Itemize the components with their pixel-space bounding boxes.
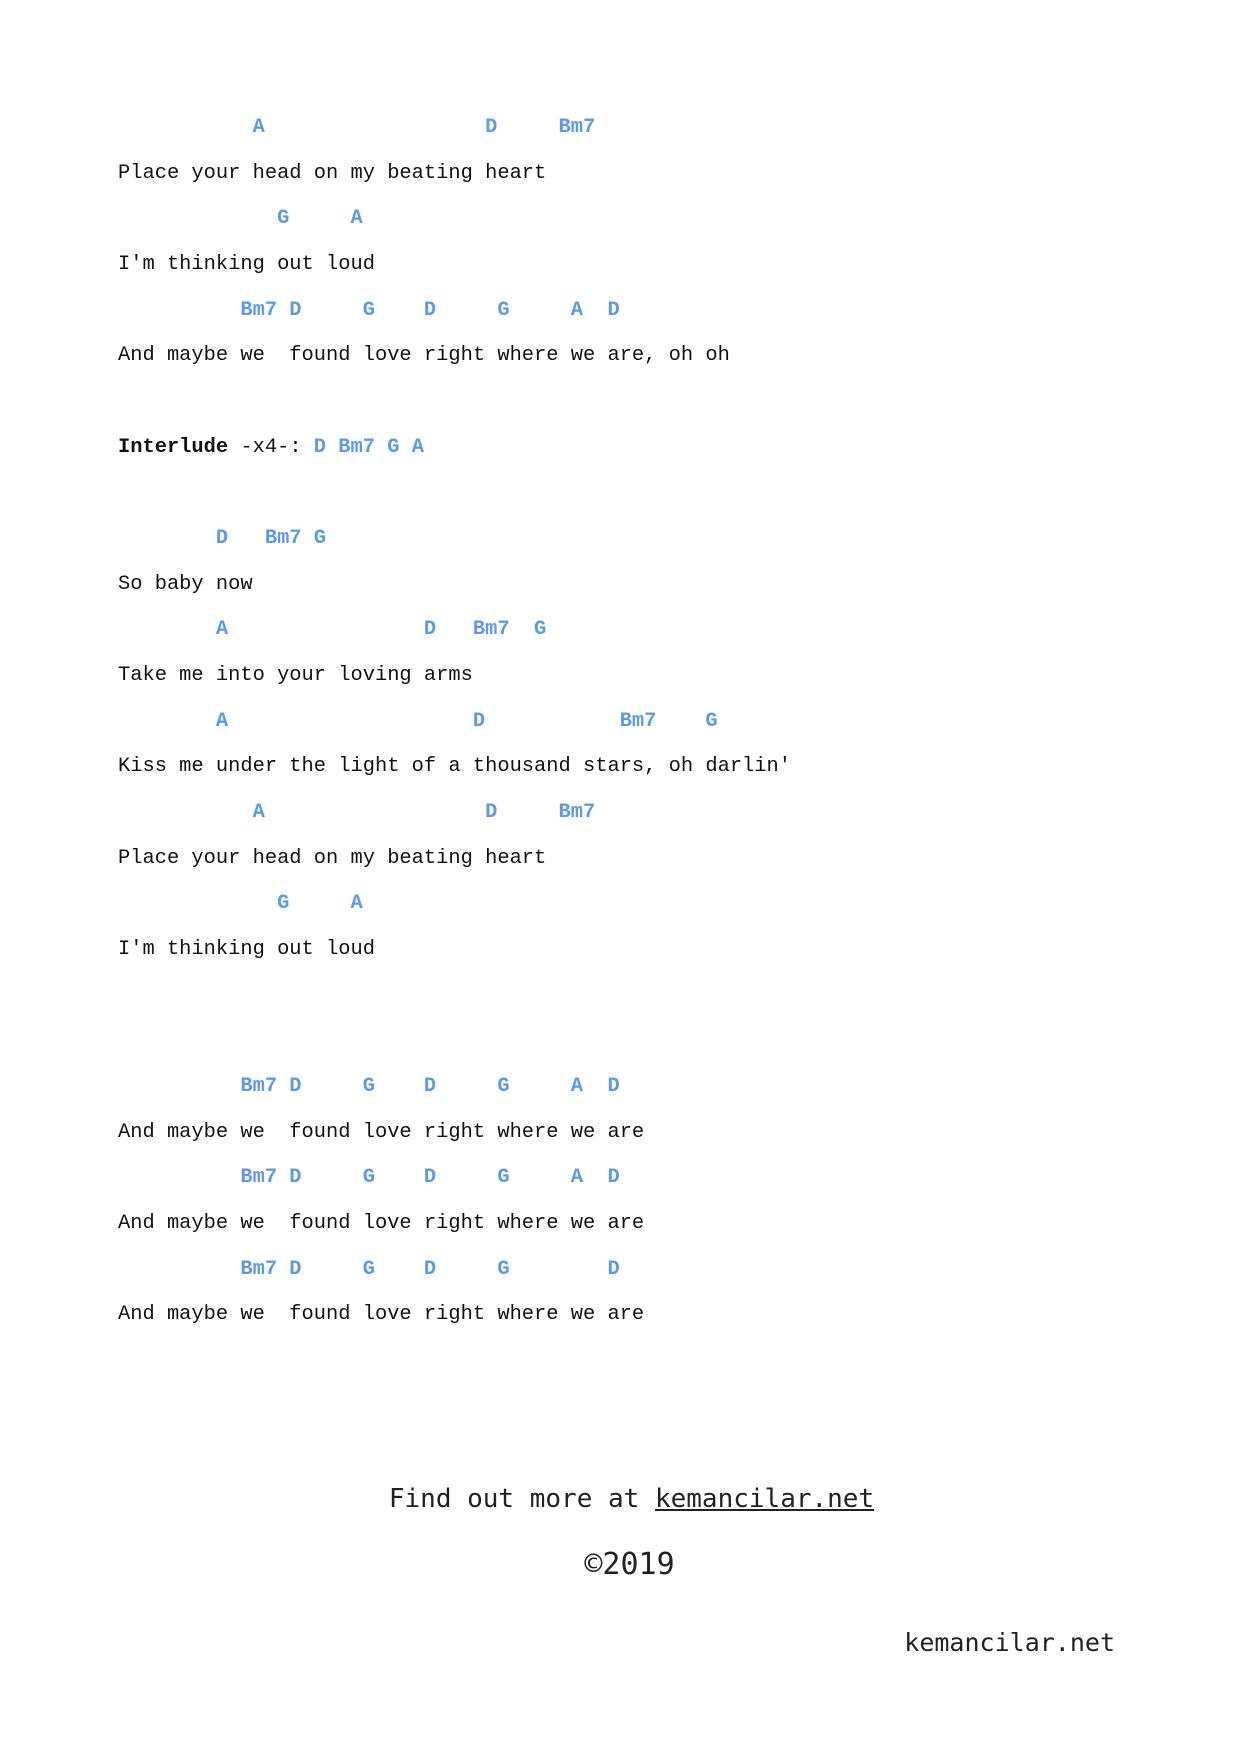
chord-line: Bm7 D G D G A D	[118, 1166, 620, 1189]
chord-line: D Bm7 G	[118, 527, 327, 550]
site-watermark: kemancilar.net	[904, 1628, 1115, 1657]
site-link[interactable]: kemancilar.net	[654, 1484, 875, 1514]
lyric-line: Place your head on my beating heart	[118, 847, 547, 870]
lyric-line: I'm thinking out loud	[118, 938, 375, 961]
interlude-label: Interlude	[118, 436, 229, 459]
chord-line: G A	[118, 892, 363, 915]
lyric-line: Kiss me under the light of a thousand stars, oh darlin'	[118, 755, 792, 778]
chord-line: Bm7 D G D G A D	[118, 1075, 620, 1098]
copyright: ©2019	[584, 1547, 675, 1582]
find-out-more	[12, 1484, 1239, 1514]
find-out-more-prefix: Find out more at	[388, 1484, 655, 1514]
chord-line: A D Bm7 G	[118, 618, 547, 641]
lyric-line: And maybe we found love right where we are, oh oh	[118, 344, 730, 367]
interlude-line	[118, 436, 424, 460]
lyric-line: And maybe we found love right where we are	[118, 1303, 645, 1326]
chord-line: A D Bm7 G	[118, 710, 718, 733]
chord-line: A D Bm7	[118, 116, 596, 139]
chord-line: G A	[118, 207, 363, 230]
lyric-line: So baby now	[118, 573, 253, 596]
lyric-line: Take me into your loving arms	[118, 664, 473, 687]
chord-line: A D Bm7	[118, 801, 596, 824]
lyric-line: Place your head on my beating heart	[118, 162, 547, 185]
interlude-chords: D Bm7 G A	[313, 436, 424, 459]
chord-line: Bm7 D G D G A D	[118, 299, 620, 322]
lyric-line: And maybe we found love right where we are	[118, 1212, 645, 1235]
interlude-repeat: -x4-:	[228, 436, 314, 459]
lyric-line: I'm thinking out loud	[118, 253, 375, 276]
chord-line: Bm7 D G D G D	[118, 1258, 620, 1281]
lyric-line: And maybe we found love right where we are	[118, 1121, 645, 1144]
